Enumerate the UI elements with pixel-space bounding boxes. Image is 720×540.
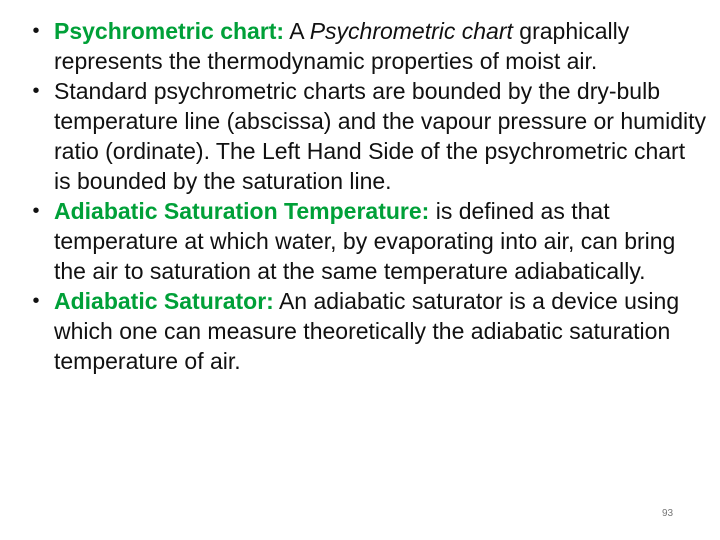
- bullet-text: An adiabatic saturator is a device using which one can measure theoretically the adiabatic saturation temperature of air.: [54, 288, 680, 374]
- term-psychrometric-chart: Psychrometric chart:: [54, 18, 285, 44]
- bullet-text: is defined as that temperature at which water, by evaporating into air, can bring the air to saturation at the same temperature adiabatically.: [54, 198, 676, 284]
- bullet-icon: •: [32, 290, 40, 312]
- bullet-icon: •: [32, 20, 40, 42]
- bullet-psychrometric-chart: [26, 16, 706, 76]
- term-adiabatic-saturator: Adiabatic Saturator:: [54, 288, 274, 314]
- bullet-text: graphically represents the thermodynamic properties of moist air.: [54, 18, 630, 74]
- bullet-text: Standard psychrometric charts are bounded by the dry-bulb temperature line (abscissa) and the vapour pressure or humidity ratio (ordinate). The Left Hand Side of the psychrometric chart is bounded by the saturation line.: [54, 78, 706, 194]
- bullet-adiabatic-saturation-temperature: [26, 196, 706, 286]
- bullet-standard-charts: [26, 76, 706, 196]
- bullet-list: [26, 16, 706, 376]
- bullet-text: A: [284, 18, 310, 44]
- bullet-icon: •: [32, 80, 40, 102]
- bullet-icon: •: [32, 200, 40, 222]
- page-number: 93: [662, 508, 674, 519]
- bullet-adiabatic-saturator: [26, 286, 706, 376]
- term-adiabatic-saturation-temperature: Adiabatic Saturation Temperature:: [54, 198, 430, 224]
- italic-term: Psychrometric chart: [309, 18, 513, 44]
